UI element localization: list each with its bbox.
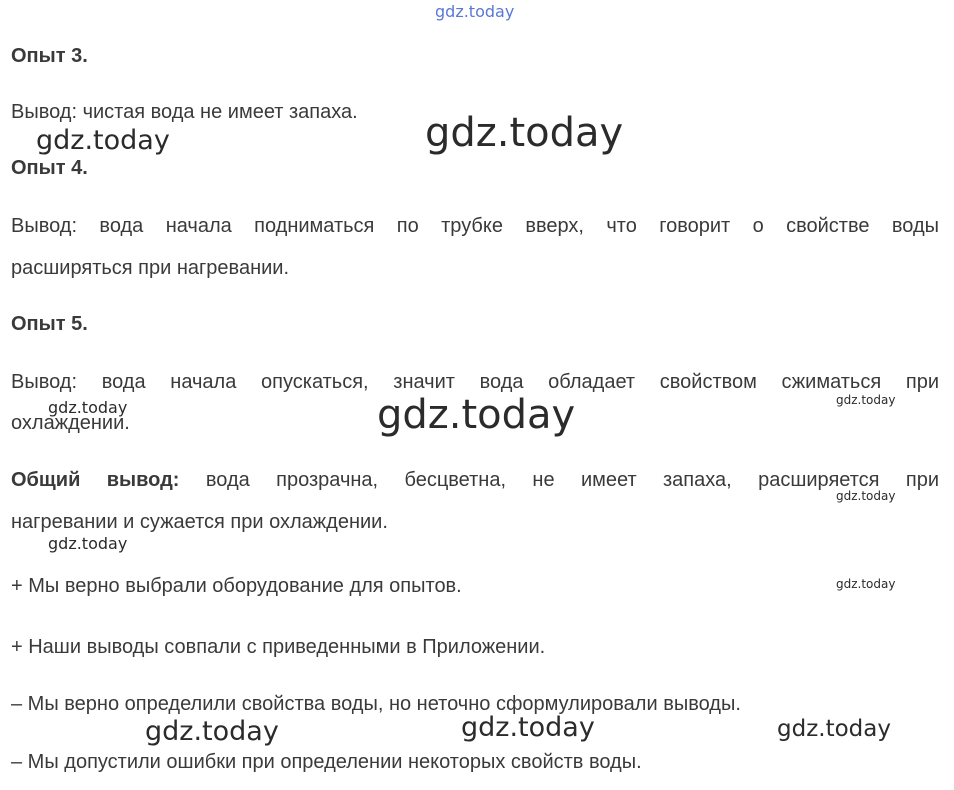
experiment-5-title: Опыт 5. (11, 313, 88, 335)
watermark-large: gdz.today (425, 110, 624, 156)
experiment-5-conclusion-line-2: охлаждении. (11, 412, 130, 434)
experiment-3-title: Опыт 3. (11, 45, 88, 67)
general-conclusion-line-1 (11, 468, 939, 492)
experiment-3-conclusion: Вывод: чистая вода не имеет запаха. (11, 101, 358, 123)
minus-item-1: – Мы верно определили свойства воды, но неточно сформулировали выводы. (11, 693, 741, 715)
watermark-tiny: gdz.today (836, 393, 896, 407)
watermark-small: gdz.today (48, 398, 128, 417)
watermark-top: gdz.today (435, 2, 515, 21)
watermark-small: gdz.today (48, 534, 128, 553)
general-conclusion-line-2: нагревании и сужается при охлаждении. (11, 511, 388, 533)
watermark: gdz.today (777, 716, 891, 742)
experiment-5-conclusion-line-1: Вывод: вода начала опускаться, значит вода обладает свойством сжиматься при (11, 371, 939, 393)
plus-item-1: + Мы верно выбрали оборудование для опытов. (11, 575, 462, 597)
experiment-4-conclusion-line-2: расширяться при нагревании. (11, 257, 290, 279)
watermark: gdz.today (36, 125, 170, 156)
watermark-tiny: gdz.today (836, 489, 896, 503)
watermark: gdz.today (461, 712, 595, 743)
minus-item-2: – Мы допустили ошибки при определении некоторых свойств воды. (11, 751, 642, 773)
watermark-large: gdz.today (377, 392, 576, 438)
plus-item-2: + Наши выводы совпали с приведенными в Приложении. (11, 636, 546, 658)
general-conclusion-text: вода прозрачна, бесцветна, не имеет запаха, расширяется при (179, 469, 939, 491)
general-conclusion-label: Общий вывод: (11, 469, 180, 491)
watermark: gdz.today (145, 716, 279, 747)
watermark-tiny: gdz.today (836, 577, 896, 591)
experiment-4-conclusion-line-1: Вывод: вода начала подниматься по трубке вверх, что говорит о свойстве воды (11, 215, 939, 237)
experiment-4-title: Опыт 4. (11, 157, 88, 179)
